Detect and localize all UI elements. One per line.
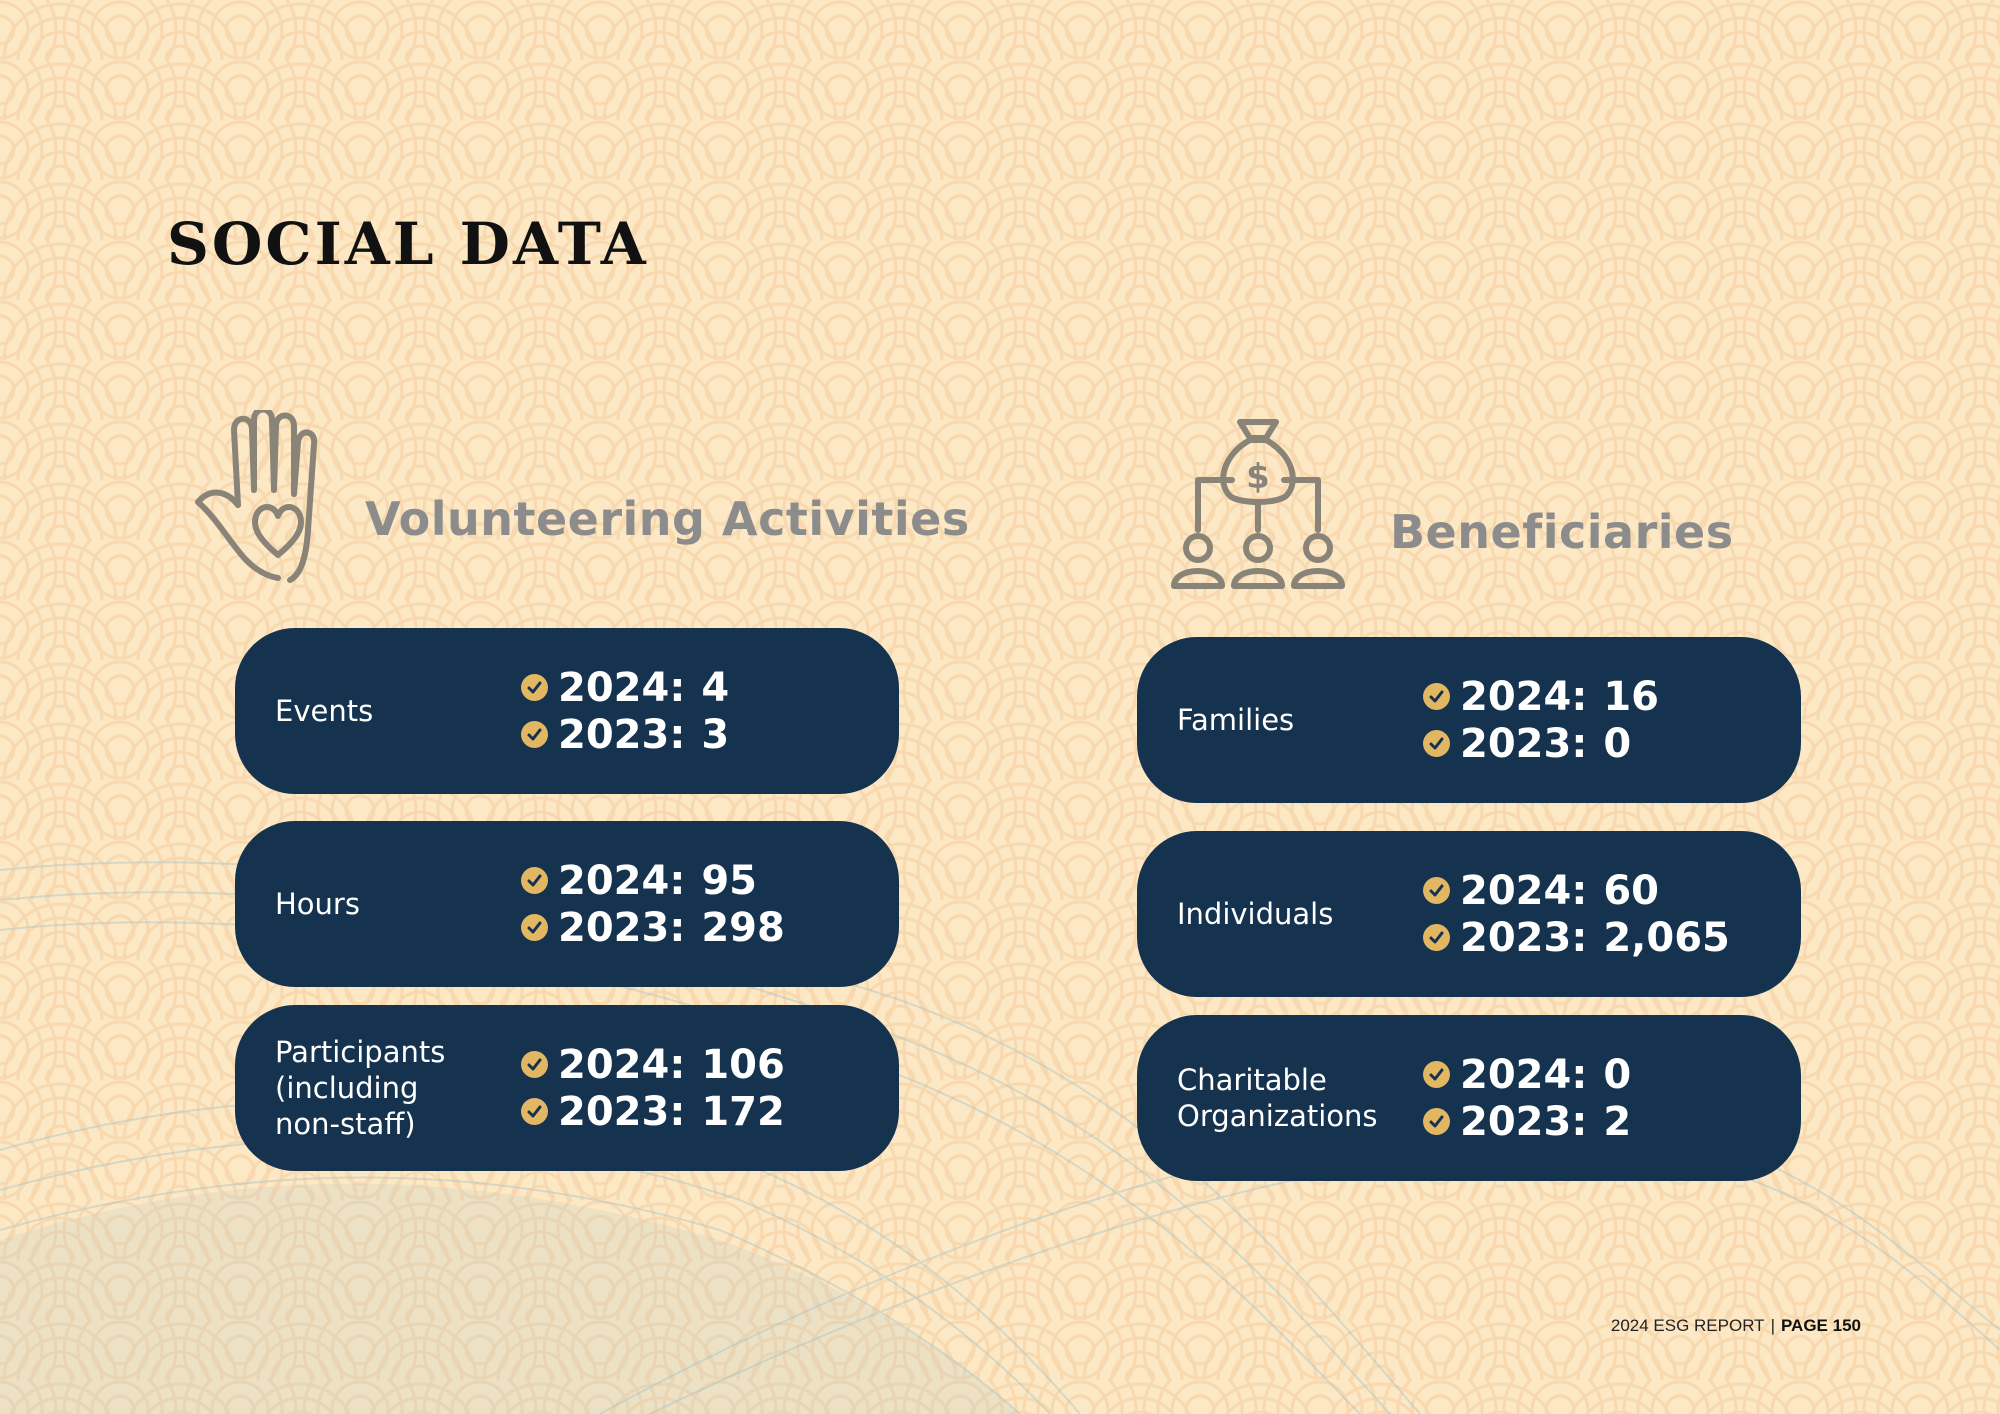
- checkmark-circle-icon: [521, 1098, 548, 1125]
- stat-card: [235, 1005, 899, 1171]
- hand-heart-icon: [190, 410, 335, 589]
- footer-separator: |: [1770, 1316, 1775, 1335]
- stat-year: 2024:: [558, 1041, 686, 1088]
- stat-card-values: [1423, 867, 1730, 961]
- stat-year: 2023:: [1460, 914, 1588, 961]
- stat-year: 2024:: [558, 664, 686, 711]
- stat-row: [1423, 914, 1730, 961]
- stat-value: 172: [701, 1088, 785, 1135]
- stat-card-values: [521, 857, 785, 951]
- stat-card: [235, 821, 899, 987]
- stat-value: 0: [1603, 720, 1632, 767]
- stat-row: [521, 904, 785, 951]
- stat-value: 60: [1603, 867, 1659, 914]
- stat-card-values: [521, 1041, 785, 1135]
- checkmark-circle-icon: [521, 674, 548, 701]
- stat-year: 2023:: [558, 904, 686, 951]
- stat-card-values: [521, 664, 729, 758]
- stat-year: 2024:: [558, 857, 686, 904]
- stat-row: [1423, 867, 1730, 914]
- stat-value: 3: [701, 711, 730, 758]
- page-footer: [1611, 1316, 1861, 1336]
- footer-report: 2024 ESG REPORT: [1610, 1316, 1765, 1335]
- stat-year: 2023:: [1460, 720, 1588, 767]
- section-title-volunteering: Volunteering Activities: [365, 492, 970, 546]
- stat-value: 16: [1603, 673, 1659, 720]
- footer-page-number: PAGE 150: [1780, 1316, 1861, 1335]
- checkmark-circle-icon: [1423, 924, 1450, 951]
- checkmark-circle-icon: [1423, 1108, 1450, 1135]
- stat-row: [1423, 720, 1659, 767]
- money-bag-people-icon: [1170, 418, 1345, 597]
- checkmark-circle-icon: [521, 1051, 548, 1078]
- stat-year: 2024:: [1460, 867, 1588, 914]
- stat-value: 95: [701, 857, 757, 904]
- checkmark-circle-icon: [521, 721, 548, 748]
- svg-text:$: $: [1246, 457, 1270, 497]
- checkmark-circle-icon: [521, 914, 548, 941]
- stat-card-values: [1423, 673, 1659, 767]
- stat-card-label: Participants (including non-staff): [275, 1035, 446, 1141]
- stat-card-label: Charitable Organizations: [1177, 1063, 1378, 1133]
- stat-value: 106: [701, 1041, 785, 1088]
- stat-row: [1423, 1098, 1631, 1145]
- stat-value: 2,065: [1603, 914, 1730, 961]
- stat-value: 2: [1603, 1098, 1632, 1145]
- stat-row: [521, 1041, 785, 1088]
- stat-year: 2023:: [558, 711, 686, 758]
- stat-value: 4: [701, 664, 730, 711]
- stat-row: [521, 711, 729, 758]
- checkmark-circle-icon: [1423, 1061, 1450, 1088]
- stat-year: 2023:: [558, 1088, 686, 1135]
- stat-card-values: [1423, 1051, 1631, 1145]
- stat-card: [235, 628, 899, 794]
- stat-card-label: Hours: [275, 887, 360, 921]
- checkmark-circle-icon: [521, 867, 548, 894]
- stat-card-label: Individuals: [1177, 897, 1334, 931]
- stat-row: [1423, 1051, 1631, 1098]
- stat-row: [521, 664, 729, 711]
- stat-row: [1423, 673, 1659, 720]
- checkmark-circle-icon: [1423, 683, 1450, 710]
- stat-row: [521, 857, 785, 904]
- stat-card: [1137, 831, 1801, 997]
- stat-year: 2024:: [1460, 673, 1588, 720]
- checkmark-circle-icon: [1423, 730, 1450, 757]
- section-title-beneficiaries: Beneficiaries: [1390, 505, 1734, 559]
- stat-card-label: Events: [275, 694, 374, 728]
- stat-row: [521, 1088, 785, 1135]
- stat-value: 0: [1603, 1051, 1632, 1098]
- stat-value: 298: [701, 904, 785, 951]
- stat-card-label: Families: [1177, 703, 1295, 737]
- checkmark-circle-icon: [1423, 877, 1450, 904]
- stat-year: 2024:: [1460, 1051, 1588, 1098]
- stat-card: [1137, 637, 1801, 803]
- stat-year: 2023:: [1460, 1098, 1588, 1145]
- stat-card: [1137, 1015, 1801, 1181]
- page-title: SOCIAL DATA: [167, 210, 649, 278]
